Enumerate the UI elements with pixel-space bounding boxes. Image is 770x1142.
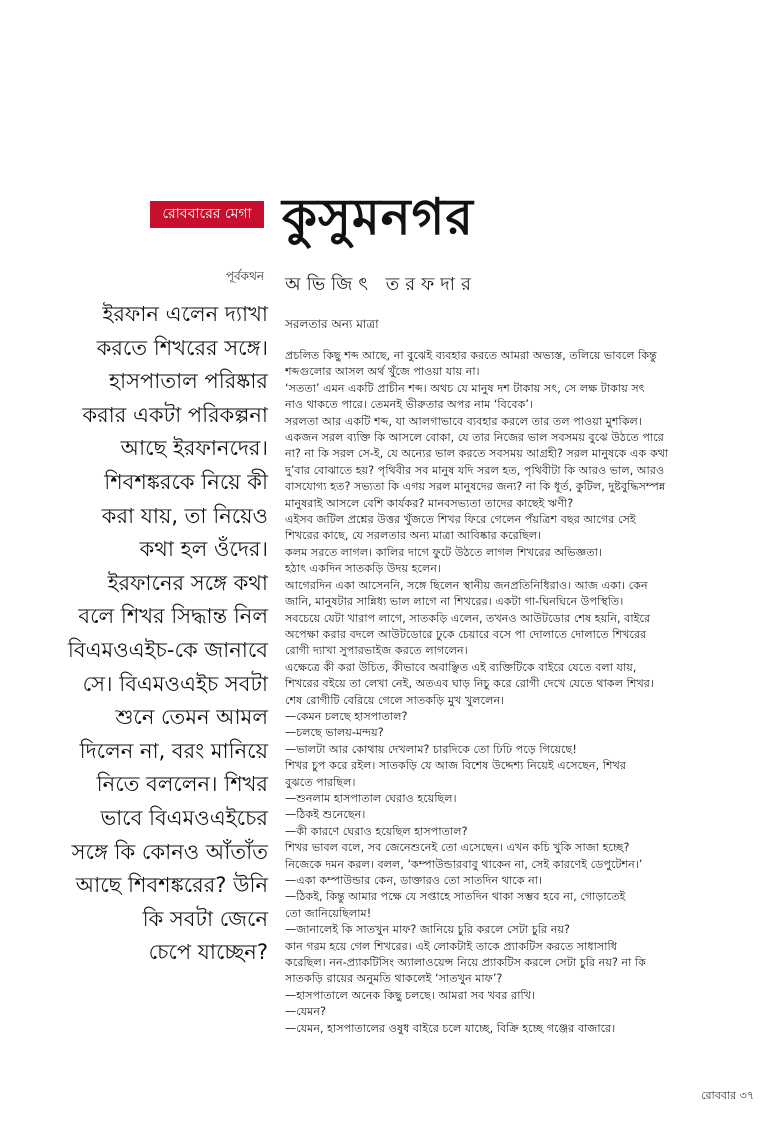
body-line: করেছিল। নন-প্র্যাকটিসিং অ্যালাওয়েন্স নিয়ে প্র্যাকটিস করলে সেটা চুরি নয়? না কি <box>285 956 646 970</box>
body-line: শব্দগুলোর আসল অর্থ খুঁজে পাওয়া যায় না। <box>285 365 480 379</box>
body-line: তো জানিয়েছিলাম! <box>285 906 372 920</box>
body-line: এইসব জটিল প্রশ্নের উত্তর খুঁজতে শিখর ফিরে গেলেন পঁয়ত্রিশ বছর আগের সেই <box>285 513 636 527</box>
body-line: —ভালটা আর কোথায় দেখলাম? চারদিকে তো ঢিঢি পড়ে গিয়েছে! <box>285 742 577 756</box>
body-line: —যেমন, হাসপাতালের ওষুধ বাইরে চলে যাচ্ছে, বিক্রি হচ্ছে গঞ্জের বাজারে। <box>285 1021 616 1035</box>
recap-line: সঙ্গে কি কোনও আঁতাঁত <box>71 839 268 864</box>
recap-line: দিলেন না, বরং মানিয়ে <box>79 738 268 763</box>
body-line: একজন সরল ব্যক্তি কি আসলে বোকা, যে তার নিজের ভাল সবসময় বুঝে উঠতে পারে <box>285 431 664 445</box>
body-line: নিজেকে দমন করল। বলল, ‘কম্পাউন্ডারবাবু থাকেন না, সেই কারণেই ডেপুটেশন।’ <box>285 857 643 871</box>
recap-label: পূর্বকথন <box>225 269 264 283</box>
recap-line: শুনে তেমন আমল <box>115 705 268 730</box>
body-line: হঠাৎ একদিন সাতকড়ি উদয় হলেন। <box>285 562 442 576</box>
body-line: শিখর ভাবল বলে, সব জেনেশুনেই তো এসেছেন। এখন কচি খুকি সাজা হচ্ছে? <box>285 841 630 855</box>
section-title: সরলতার অন্য মাত্রা <box>285 317 379 331</box>
body-line: না? না কি সরল সে-ই, যে অন্যের ভাল করতে সবসময় আগ্রহী? সরল মানুষকে এক কথা <box>285 447 669 461</box>
body-line: শিখর চুপ করে রইল। সাতকড়ি যে আজ বিশেষ উদ্দেশ্য নিয়েই এসেছেন, শিখর <box>285 759 627 773</box>
recap-column <box>36 298 268 970</box>
recap-line: ইরফানের সঙ্গে কথা <box>107 570 268 595</box>
recap-line: সে। বিএমওএইচ সবটা <box>82 671 268 696</box>
body-line: প্রচলিত কিছু শব্দ আছে, না বুঝেই ব্যবহার করতে আমরা অভ্যস্ত, তলিয়ে ভাবলে কিন্তু <box>285 349 657 362</box>
recap-line: কথা হল ওঁদের। <box>139 537 268 562</box>
story-title: কুসুমনগর <box>282 188 474 246</box>
recap-line: আছে শিবশঙ্করের? উনি <box>75 873 268 898</box>
body-line: বাসযোগ্য হত? সভ্যতা কি এগয় সরল মানুষদের জন্য? না কি ধূর্ত, কুটিল, দুষ্টবুদ্ধিসম্পন্ন <box>285 480 666 494</box>
body-line: জানি, মানুষটার সান্নিধ্য ভাল লাগে না শিখরের। একটা গা-ঘিনঘিনে উপস্থিতি। <box>285 595 624 609</box>
recap-line: ভাবে বিএমওএইচের <box>100 805 268 830</box>
recap-line: বলে শিখর সিদ্ধান্ত নিল <box>78 604 268 629</box>
recap-line: চেপে যাচ্ছেন? <box>148 940 268 965</box>
recap-line: শিবশঙ্করকে নিয়ে কী <box>104 469 268 494</box>
body-line: ‘সততা’ এমন একটি প্রাচীন শব্দ। অথচ যে মানুষ দশ টাকায় সৎ, সে লক্ষ টাকায় সৎ <box>285 381 645 395</box>
body-line: —ঠিকই, কিন্তু আমার পক্ষে যে সপ্তাহে সাতদিন থাকা সম্ভব হবে না, গোড়াতেই <box>285 890 626 904</box>
body-line: শেষ রোগীটি বেরিয়ে গেলে সাতকড়ি মুখ খুললেন। <box>285 693 505 707</box>
body-line: নাও থাকতে পারে। তেমনই ভীরুতার অপর নাম ‘বিবেক’। <box>285 398 533 412</box>
body-line: সবচেয়ে যেটা খারাপ লাগে, সাতকড়ি এলেন, তখনও আউটডোর শেষ হয়নি, বাইরে <box>285 611 651 625</box>
body-line: অপেক্ষা করার বদলে আউটডোরে ঢুকে চেয়ারে বসে পা দোলাতে দোলাতে শিখরের <box>285 627 647 641</box>
body-line: —কী কারণে ঘেরাও হয়েছিল হাসপাতাল? <box>285 824 468 838</box>
body-line: —একা কম্পাউন্ডার কেন, ডাক্তারও তো সাতদিন থাকে না। <box>285 874 543 887</box>
body-line: এক্ষেত্রে কী করা উচিত, কীভাবে অবাঞ্ছিত এই ব্যক্তিটিকে বাইরে যেতে বলা যায়, <box>285 660 637 674</box>
body-line: আগেরদিন একা আসেননি, সঙ্গে ছিলেন স্থানীয় জনপ্রতিনিধিরাও। আজ একা। কেন <box>285 578 648 592</box>
body-line: বুঝতে পারছিল। <box>285 775 356 789</box>
body-line: কলম সরতে লাগল। কালির দাগে ফুটে উঠতে লাগল শিখরের অভিজ্ঞতা। <box>285 545 602 559</box>
body-line: —জানালেই কি সাতখুন মাফ? জানিয়ে চুরি করলে সেটা চুরি নয়? <box>285 923 570 937</box>
section-badge: রোববারের মেগা <box>150 201 264 228</box>
recap-line: হাসপাতাল পরিষ্কার <box>108 369 268 394</box>
body-line: মানুষরাই আসলে বেশি কার্যকর? মানবসভ্যতা তাদের কাছেই ঋণী? <box>285 496 574 510</box>
body-line: —ঠিকই শুনেছেন। <box>285 808 366 822</box>
body-line: —কেমন চলছে হাসপাতাল? <box>285 709 408 723</box>
body-line: —হাসপাতালে অনেক কিছু চলছে। আমরা সব খবর রাখি। <box>285 988 535 1002</box>
recap-line: করার একটা পরিকল্পনা <box>82 402 268 427</box>
recap-line: ইরফান এলেন দ্যাখা <box>102 302 268 326</box>
body-line: —চলছে ভালয়-মন্দয়? <box>285 726 384 740</box>
body-text <box>285 348 757 1037</box>
body-line: রোগী দ্যাখা সুপারভাইজ করতে লাগলেন। <box>285 644 468 658</box>
body-line: শিখরের কাছে, যে সরলতার অন্য মাত্রা আবিষ্কার করেছিল। <box>285 529 542 543</box>
recap-line: কি সবটা জেনে <box>142 906 268 931</box>
recap-line: বিএমওএইচ-কে জানাবে <box>67 637 268 662</box>
body-line: সাতকড়ি রায়ের অনুমতি থাকলেই ‘সাতখুন মাফ’? <box>285 972 503 986</box>
recap-line: করতে শিখরের সঙ্গে। <box>96 335 268 360</box>
body-line: কান গরম হয়ে গেল শিখরের। এই লোকটাই তাকে প্র্যাকটিস করতে সাধাসাধি <box>285 939 618 953</box>
body-line: শিখরের বইয়ে তা লেখা নেই, অতএব ঘাড় নিচু করে রোগী দেখে যেতে থাকল শিখর। <box>285 677 654 691</box>
page-footer: রোববার ৩৭ <box>701 1089 754 1102</box>
body-line: দু’বার বোঝাতে হয়? পৃথিবীর সব মানুষ যদি সরল হত, পৃথিবীটা কি আরও ভাল, আরও <box>285 463 665 477</box>
body-line: —যেমন? <box>285 1005 326 1019</box>
recap-line: করা যায়, তা নিয়েও <box>101 503 268 528</box>
body-line: সরলতা আর একটি শব্দ, যা আলগাভাবে ব্যবহার করলে তার তল পাওয়া মুশকিল। <box>285 414 642 428</box>
recap-line: আছে ইরফানদের। <box>120 436 268 461</box>
author-name: অভিজিৎ তরফদার <box>285 274 477 295</box>
body-line: —শুনলাম হাসপাতাল ঘেরাও হয়েছিল। <box>285 791 457 805</box>
recap-line: নিতে বললেন। শিখর <box>96 772 268 797</box>
